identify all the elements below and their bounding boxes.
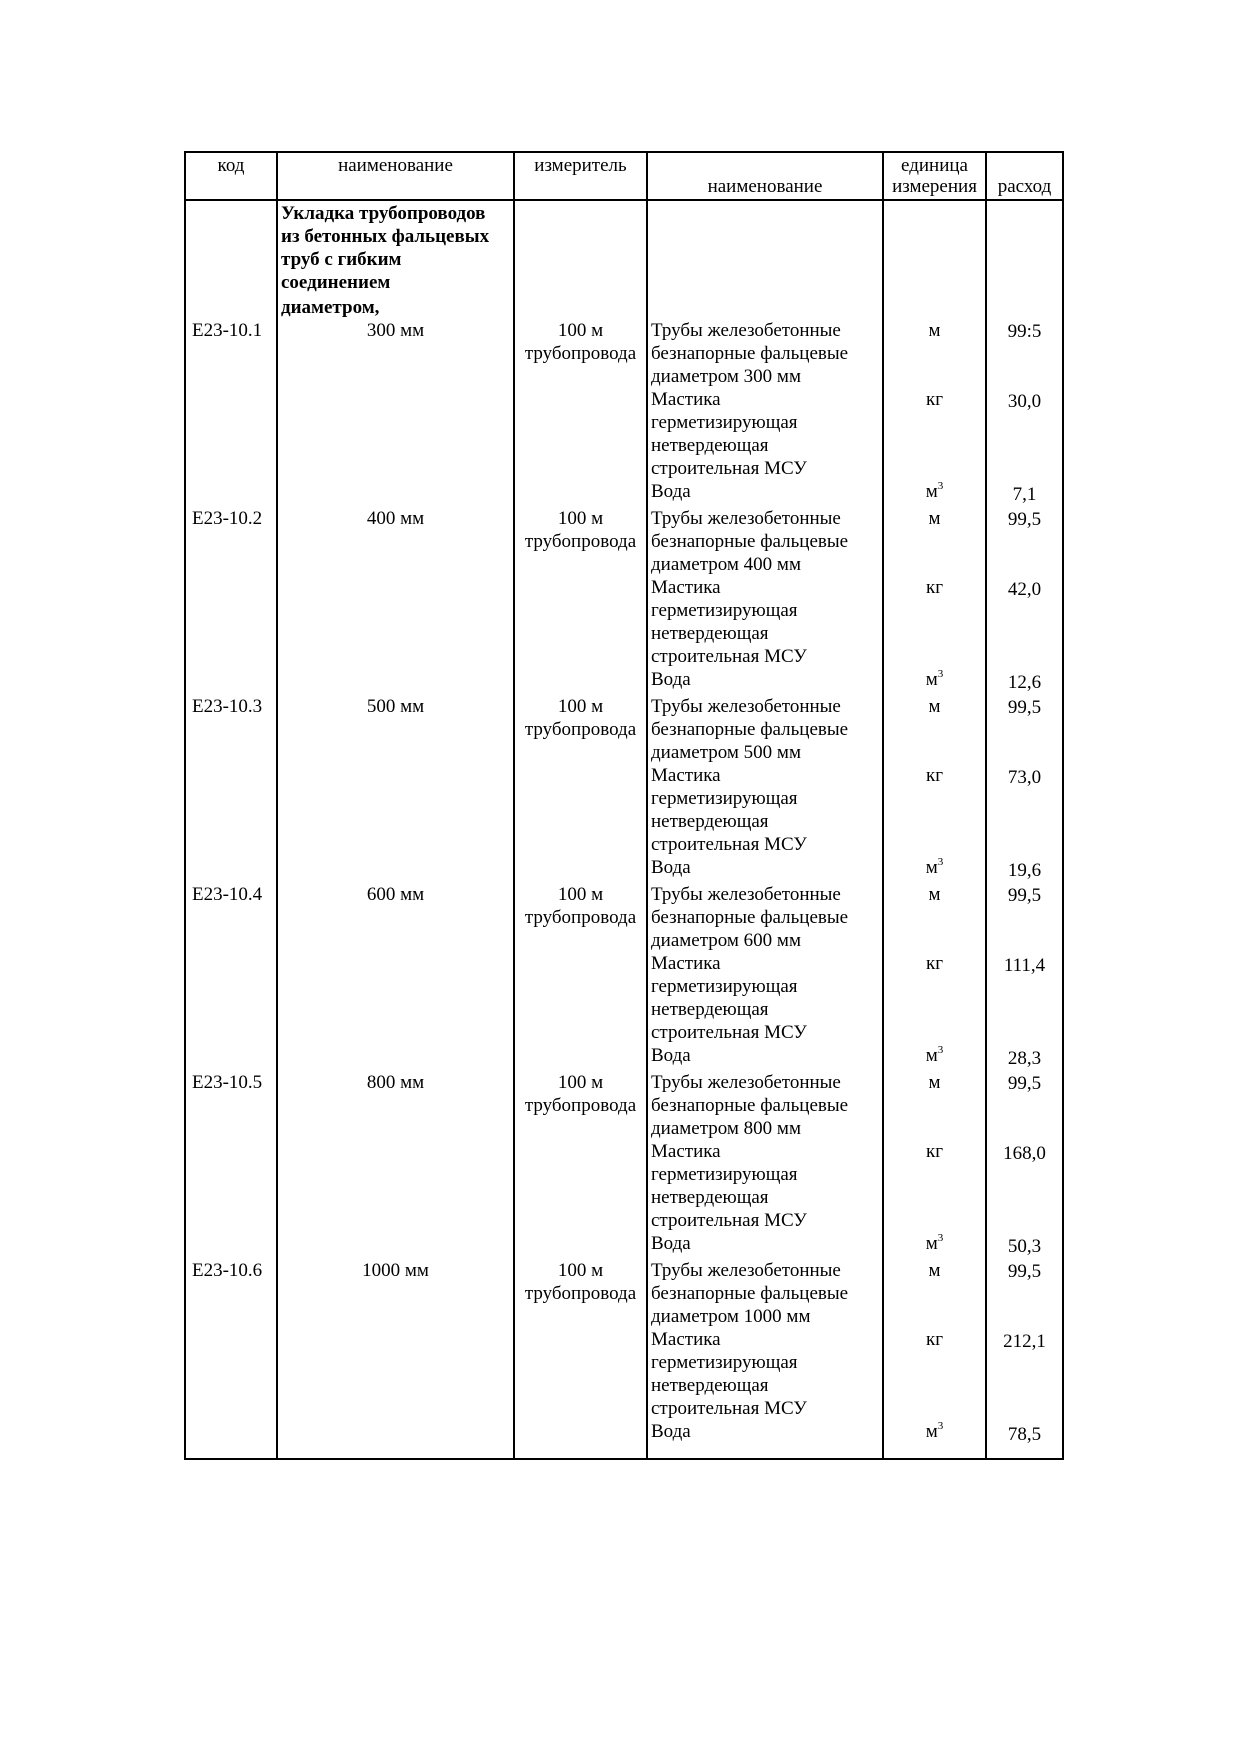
water-qty: 78,5 bbox=[1007, 1424, 1042, 1445]
mastic-qty: 111,4 bbox=[1003, 955, 1046, 976]
pipe-qty: 99,5 bbox=[1007, 1073, 1042, 1094]
section-title-line: Укладка трубопроводов bbox=[281, 203, 486, 224]
row-diameter: 500 мм bbox=[366, 696, 425, 717]
row-meter-line2: трубопровода bbox=[524, 1095, 637, 1116]
water-unit-base: м bbox=[925, 1421, 938, 1442]
water-name: Вода bbox=[651, 857, 691, 878]
mastic-qty: 30,0 bbox=[1007, 391, 1042, 412]
mastic-name-line: Мастика bbox=[651, 1141, 721, 1162]
norms-table bbox=[184, 151, 1064, 1460]
water-unit-exponent: 3 bbox=[937, 1420, 944, 1432]
row-meter-line2: трубопровода bbox=[524, 1283, 637, 1304]
row-diameter: 300 мм bbox=[366, 320, 425, 341]
mastic-name-line: Мастика bbox=[651, 1329, 721, 1350]
water-name: Вода bbox=[651, 481, 691, 502]
pipe-name-line: безнапорные фальцевые bbox=[651, 1095, 849, 1116]
row-code: Е23-10.2 bbox=[192, 508, 263, 529]
mastic-qty: 73,0 bbox=[1007, 767, 1042, 788]
row-meter-line1: 100 м bbox=[557, 508, 604, 529]
water-unit bbox=[884, 1044, 985, 1067]
mastic-name-line: нетвердеющая bbox=[651, 435, 769, 456]
pipe-name-line: безнапорные фальцевые bbox=[651, 343, 849, 364]
row-diameter: 1000 мм bbox=[362, 1260, 429, 1281]
mastic-name-line: строительная МСУ bbox=[651, 1398, 807, 1419]
pipe-unit: м bbox=[928, 1260, 941, 1281]
mastic-name-line: нетвердеющая bbox=[651, 999, 769, 1020]
pipe-name-line: диаметром 300 мм bbox=[651, 366, 801, 387]
header-unit-line2: измерения bbox=[892, 176, 977, 197]
water-unit-exponent: 3 bbox=[937, 856, 944, 868]
pipe-qty: 99,5 bbox=[1007, 697, 1042, 718]
water-unit bbox=[884, 668, 985, 691]
pipe-unit: м bbox=[928, 884, 941, 905]
water-unit-base: м bbox=[925, 1045, 938, 1066]
pipe-qty: 99,5 bbox=[1007, 885, 1042, 906]
water-unit bbox=[884, 480, 985, 503]
mastic-name-line: строительная МСУ bbox=[651, 834, 807, 855]
mastic-unit: кг bbox=[925, 953, 944, 974]
pipe-qty: 99,5 bbox=[1007, 1261, 1042, 1282]
pipe-unit: м bbox=[928, 508, 941, 529]
header-name: наименование bbox=[338, 155, 453, 176]
mastic-qty: 168,0 bbox=[1003, 1143, 1046, 1164]
row-code: Е23-10.4 bbox=[192, 884, 263, 905]
mastic-name-line: герметизирующая bbox=[651, 412, 798, 433]
row-meter-line2: трубопровода bbox=[524, 343, 637, 364]
water-qty: 50,3 bbox=[1007, 1236, 1042, 1257]
water-qty: 28,3 bbox=[1007, 1048, 1042, 1069]
row-meter-line2: трубопровода bbox=[524, 907, 637, 928]
pipe-name-line: Трубы железобетонные bbox=[651, 1260, 841, 1281]
pipe-name-line: диаметром 800 мм bbox=[651, 1118, 801, 1139]
section-title-line: из бетонных фальцевых bbox=[281, 226, 490, 247]
section-title-line: диаметром, bbox=[281, 297, 380, 318]
row-meter-line1: 100 м bbox=[557, 884, 604, 905]
pipe-name-line: диаметром 1000 мм bbox=[651, 1306, 811, 1327]
row-meter-line2: трубопровода bbox=[524, 531, 637, 552]
row-meter-line1: 100 м bbox=[557, 1260, 604, 1281]
pipe-unit: м bbox=[928, 696, 941, 717]
mastic-name-line: герметизирующая bbox=[651, 600, 798, 621]
mastic-unit: кг bbox=[925, 1141, 944, 1162]
mastic-name-line: герметизирующая bbox=[651, 976, 798, 997]
row-meter-line1: 100 м bbox=[557, 696, 604, 717]
section-title-line: соединением bbox=[281, 272, 391, 293]
mastic-name-line: нетвердеющая bbox=[651, 811, 769, 832]
mastic-name-line: строительная МСУ bbox=[651, 458, 807, 479]
section-title-line: труб с гибким bbox=[281, 249, 402, 270]
header-unit-line1: единица bbox=[901, 155, 968, 176]
mastic-name-line: Мастика bbox=[651, 765, 721, 786]
pipe-qty: 99:5 bbox=[1007, 321, 1042, 342]
row-code: Е23-10.5 bbox=[192, 1072, 263, 1093]
header-divider bbox=[186, 199, 1062, 201]
mastic-unit: кг bbox=[925, 765, 944, 786]
water-unit-exponent: 3 bbox=[937, 668, 944, 680]
pipe-qty: 99,5 bbox=[1007, 509, 1042, 530]
mastic-name-line: строительная МСУ bbox=[651, 646, 807, 667]
mastic-qty: 212,1 bbox=[1003, 1331, 1046, 1352]
pipe-unit: м bbox=[928, 320, 941, 341]
row-code: Е23-10.1 bbox=[192, 320, 263, 341]
water-qty: 7,1 bbox=[1012, 484, 1037, 505]
pipe-name-line: Трубы железобетонные bbox=[651, 320, 841, 341]
pipe-name-line: диаметром 600 мм bbox=[651, 930, 801, 951]
row-diameter: 400 мм bbox=[366, 508, 425, 529]
row-diameter: 600 мм bbox=[366, 884, 425, 905]
header-code: код bbox=[217, 155, 245, 176]
mastic-name-line: герметизирующая bbox=[651, 1352, 798, 1373]
mastic-name-line: герметизирующая bbox=[651, 788, 798, 809]
pipe-unit: м bbox=[928, 1072, 941, 1093]
mastic-name-line: строительная МСУ bbox=[651, 1022, 807, 1043]
header-consumption: расход bbox=[997, 176, 1052, 197]
water-qty: 12,6 bbox=[1007, 672, 1042, 693]
water-unit-base: м bbox=[925, 669, 938, 690]
mastic-name-line: Мастика bbox=[651, 577, 721, 598]
mastic-unit: кг bbox=[925, 577, 944, 598]
pipe-name-line: Трубы железобетонные bbox=[651, 508, 841, 529]
mastic-unit: кг bbox=[925, 389, 944, 410]
water-qty: 19,6 bbox=[1007, 860, 1042, 881]
mastic-name-line: Мастика bbox=[651, 389, 721, 410]
water-name: Вода bbox=[651, 1045, 691, 1066]
water-unit-base: м bbox=[925, 857, 938, 878]
header-meter: измеритель bbox=[534, 155, 627, 176]
header-resource-name: наименование bbox=[707, 176, 823, 197]
water-unit-base: м bbox=[925, 481, 938, 502]
water-unit bbox=[884, 1232, 985, 1255]
pipe-name-line: безнапорные фальцевые bbox=[651, 531, 849, 552]
water-name: Вода bbox=[651, 1233, 691, 1254]
water-name: Вода bbox=[651, 669, 691, 690]
water-unit bbox=[884, 1420, 985, 1443]
row-code: Е23-10.3 bbox=[192, 696, 263, 717]
mastic-unit: кг bbox=[925, 1329, 944, 1350]
row-meter-line2: трубопровода bbox=[524, 719, 637, 740]
mastic-name-line: нетвердеющая bbox=[651, 1375, 769, 1396]
pipe-name-line: безнапорные фальцевые bbox=[651, 907, 849, 928]
water-unit-exponent: 3 bbox=[937, 480, 944, 492]
column-divider bbox=[646, 153, 648, 1458]
pipe-name-line: диаметром 400 мм bbox=[651, 554, 801, 575]
pipe-name-line: Трубы железобетонные bbox=[651, 1072, 841, 1093]
pipe-name-line: безнапорные фальцевые bbox=[651, 719, 849, 740]
pipe-name-line: Трубы железобетонные bbox=[651, 696, 841, 717]
mastic-name-line: герметизирующая bbox=[651, 1164, 798, 1185]
row-meter-line1: 100 м bbox=[557, 320, 604, 341]
water-unit-exponent: 3 bbox=[937, 1232, 944, 1244]
mastic-name-line: нетвердеющая bbox=[651, 1187, 769, 1208]
water-unit bbox=[884, 856, 985, 879]
water-name: Вода bbox=[651, 1421, 691, 1442]
water-unit-base: м bbox=[925, 1233, 938, 1254]
row-diameter: 800 мм bbox=[366, 1072, 425, 1093]
pipe-name-line: безнапорные фальцевые bbox=[651, 1283, 849, 1304]
mastic-name-line: строительная МСУ bbox=[651, 1210, 807, 1231]
water-unit-exponent: 3 bbox=[937, 1044, 944, 1056]
mastic-qty: 42,0 bbox=[1007, 579, 1042, 600]
mastic-name-line: нетвердеющая bbox=[651, 623, 769, 644]
row-code: Е23-10.6 bbox=[192, 1260, 263, 1281]
pipe-name-line: диаметром 500 мм bbox=[651, 742, 801, 763]
row-meter-line1: 100 м bbox=[557, 1072, 604, 1093]
mastic-name-line: Мастика bbox=[651, 953, 721, 974]
pipe-name-line: Трубы железобетонные bbox=[651, 884, 841, 905]
